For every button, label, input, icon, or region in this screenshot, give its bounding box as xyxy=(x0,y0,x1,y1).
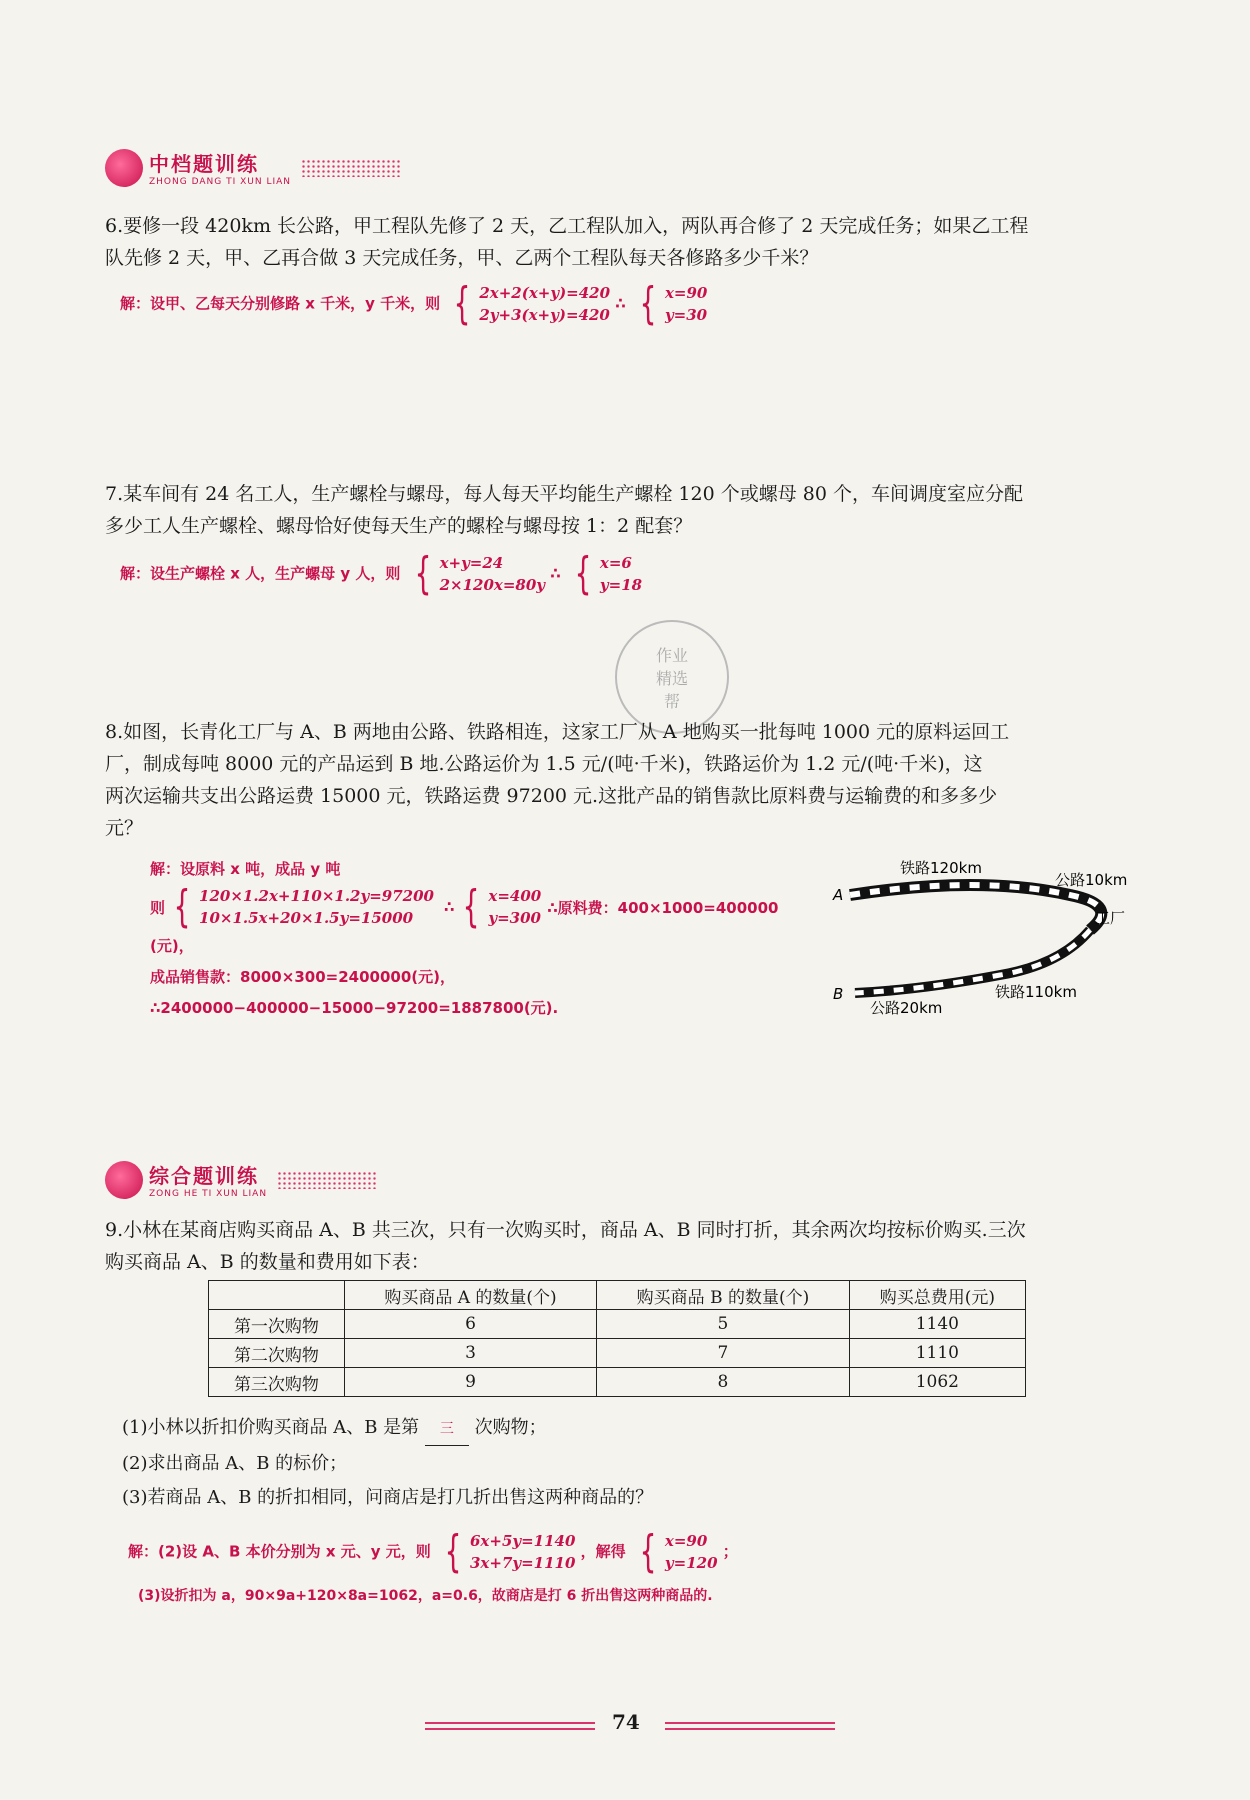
stamp-line1: 作业 xyxy=(655,645,688,665)
footer-line-right xyxy=(665,1722,835,1724)
q8-sales: 成品销售款：8000×300=2400000(元)， xyxy=(150,968,455,986)
table-header-cell xyxy=(209,1281,345,1310)
dots-decoration xyxy=(277,1171,377,1189)
q9-sub1 xyxy=(122,1412,1162,1446)
section-title: 中档题训练 xyxy=(149,152,259,176)
purchase-table xyxy=(208,1280,1026,1397)
rail-road-route-top xyxy=(850,885,1101,930)
q8-answer xyxy=(150,858,778,1018)
q9-equation-system: { 6x+5y=1140 3x+7y=1110 xyxy=(444,1526,576,1577)
q6-eq1: 2x+2(x+y)=420 xyxy=(479,284,611,302)
q9-line2: 购买商品 A、B 的数量和费用如下表： xyxy=(105,1251,430,1273)
q8-line2: 厂，制成每吨 8000 元的产品运到 B 地.公路运价为 1.5 元/(吨·千米)，铁路运价为 1.2 元/(吨·千米)，这 xyxy=(105,753,983,775)
table-cell: 8 xyxy=(597,1368,850,1397)
medium-logo-icon xyxy=(105,149,143,187)
q9-sub1-answer-blank: 三 xyxy=(425,1413,469,1446)
table-cell: 9 xyxy=(344,1368,596,1397)
q7-answer xyxy=(120,548,643,599)
q6-equation-system: { 2x+2(x+y)=420 2y+3(x+y)=420 xyxy=(453,278,611,329)
section-header-comprehensive xyxy=(105,1160,377,1199)
q7-therefore: ∴ xyxy=(550,564,561,583)
q8-solution: { x=400 y=300 xyxy=(462,881,542,932)
q7-answer-prefix: 解：设生产螺栓 x 人，生产螺母 y 人，则 xyxy=(120,564,401,583)
table-cell: 第三次购物 xyxy=(209,1368,345,1397)
q8-eq1: 120×1.2x+110×1.2y=97200 xyxy=(199,887,434,905)
table-header-cell: 购买商品 B 的数量(个) xyxy=(597,1281,850,1310)
table-cell: 1140 xyxy=(849,1310,1025,1339)
label-point-b: B xyxy=(833,985,844,1003)
table-cell: 7 xyxy=(597,1339,850,1368)
label-point-a: A xyxy=(833,886,844,904)
q9-eq2: 3x+7y=1110 xyxy=(470,1554,576,1572)
section-header-medium xyxy=(105,148,401,187)
question-9 xyxy=(105,1214,1145,1278)
dots-decoration xyxy=(301,159,401,177)
q9-eq1: 6x+5y=1140 xyxy=(470,1532,576,1550)
table-header-row xyxy=(209,1281,1026,1310)
footer-line-left xyxy=(425,1722,595,1724)
section-pinyin: ZONG HE TI XUN LIAN xyxy=(149,1189,268,1199)
q9-subquestions xyxy=(122,1412,1162,1514)
footer-line-right xyxy=(665,1728,835,1730)
q7-eq2: 2×120x=80y xyxy=(439,576,545,594)
q8-sol1: x=400 xyxy=(488,887,542,905)
table-header-cell: 购买商品 A 的数量(个) xyxy=(344,1281,596,1310)
q7-equation-system: { x+y=24 2×120x=80y xyxy=(414,548,545,599)
q6-eq2: 2y+3(x+y)=420 xyxy=(479,306,610,324)
q9-answer-3: (3)设折扣为 a，90×9a+120×8a=1062，a=0.6，故商店是打 6 折出售这两种商品的. xyxy=(138,1588,713,1604)
q9-line1: 9.小林在某商店购买商品 A、B 共三次，只有一次购买时，商品 A、B 同时打折，其余两次均按标价购买.三次 xyxy=(105,1219,1026,1241)
q6-solution: { x=90 y=30 xyxy=(639,278,708,329)
question-6 xyxy=(105,210,1145,274)
footer-line-left xyxy=(425,1728,595,1730)
table-cell: 5 xyxy=(597,1310,850,1339)
q6-line1: 6.要修一段 420km 长公路，甲工程队先修了 2 天，乙工程队加入，两队再合修了 2 天完成任务；如果乙工程 xyxy=(105,215,1029,237)
table-cell: 1062 xyxy=(849,1368,1025,1397)
label-road20: 公路20km xyxy=(870,999,943,1015)
q9-sub2: (2)求出商品 A、B 的标价； xyxy=(122,1453,348,1474)
q8-line1: 8.如图，长青化工厂与 A、B 两地由公路、铁路相连，这家工厂从 A 地购买一批每吨 1000 元的原料运回工 xyxy=(105,721,1010,743)
q9-ans2-prefix: 解：(2)设 A、B 本价分别为 x 元、y 元，则 xyxy=(128,1542,431,1561)
q8-cost: ∴原料费：400×1000=400000 xyxy=(547,898,779,917)
q8-therefore: ∴ xyxy=(443,898,455,916)
table-cell: 6 xyxy=(344,1310,596,1339)
q9-sub1-prefix: (1)小林以折扣价购买商品 A、B 是第 xyxy=(122,1417,420,1438)
q6-sol1: x=90 xyxy=(664,284,708,302)
q7-sol2: y=18 xyxy=(599,576,643,594)
comprehensive-logo-icon xyxy=(105,1161,143,1199)
label-road10: 公路10km xyxy=(1055,871,1128,889)
question-8 xyxy=(105,716,1145,844)
label-rail120: 铁路120km xyxy=(900,859,982,877)
q8-then: 则 xyxy=(150,898,166,917)
stamp-line2: 精选 xyxy=(655,668,688,688)
q9-sub1-suffix: 次购物； xyxy=(474,1417,547,1438)
q6-answer xyxy=(120,278,708,329)
q8-final: ∴2400000−400000−15000−97200=1887800(元). xyxy=(150,999,559,1017)
label-rail110: 铁路110km xyxy=(995,983,1077,1001)
q6-sol2: y=30 xyxy=(664,306,708,324)
q6-answer-prefix: 解：设甲、乙每天分别修路 x 千米，y 千米，则 xyxy=(120,294,441,313)
q7-sol1: x=6 xyxy=(599,554,632,572)
section-pinyin: ZHONG DANG TI XUN LIAN xyxy=(149,177,291,187)
page-number: 74 xyxy=(612,1710,640,1734)
table-header-cell: 购买总费用(元) xyxy=(849,1281,1025,1310)
table-row xyxy=(209,1368,1026,1397)
q8-equation-system: { 120×1.2x+110×1.2y=97200 10×1.5x+20×1.5y=15000 xyxy=(173,881,434,932)
q7-solution: { x=6 y=18 xyxy=(574,548,643,599)
q9-solution: { x=90 y=120 xyxy=(639,1526,718,1577)
q7-eq1: x+y=24 xyxy=(439,554,504,572)
q9-sub3: (3)若商品 A、B 的折扣相同，问商店是打几折出售这两种商品的？ xyxy=(122,1487,654,1508)
q8-sol2: y=300 xyxy=(488,909,541,927)
table-cell: 3 xyxy=(344,1339,596,1368)
table-cell: 第一次购物 xyxy=(209,1310,345,1339)
table-row xyxy=(209,1310,1026,1339)
stamp-line3: 帮 xyxy=(663,691,680,711)
q8-line4: 元？ xyxy=(105,817,144,839)
section-title: 综合题训练 xyxy=(149,1164,259,1188)
table-cell: 第二次购物 xyxy=(209,1339,345,1368)
q8-eq2: 10×1.5x+20×1.5y=15000 xyxy=(199,909,414,927)
question-7 xyxy=(105,478,1145,542)
q9-sol2: y=120 xyxy=(664,1554,718,1572)
q8-line3: 两次运输共支出公路运费 15000 元，铁路运费 97200 元.这批产品的销售款比原料费与运输费的和多多少 xyxy=(105,785,998,807)
q8-yuan: (元)， xyxy=(150,937,194,955)
table-cell: 1110 xyxy=(849,1339,1025,1368)
q9-sol1: x=90 xyxy=(664,1532,708,1550)
q9-answer-2 xyxy=(128,1526,738,1577)
q9-sol-end: ； xyxy=(722,1542,738,1561)
q8-answer-line1: 解：设原料 x 吨，成品 y 吨 xyxy=(150,860,341,878)
q7-line1: 7.某车间有 24 名工人，生产螺栓与螺母，每人每天平均能生产螺栓 120 个或螺母 80 个，车间调度室应分配 xyxy=(105,483,1023,505)
table-row xyxy=(209,1339,1026,1368)
q6-therefore: ∴ xyxy=(615,294,626,313)
q9-solve-word: ，解得 xyxy=(580,1542,626,1561)
route-map-diagram xyxy=(830,855,1150,1015)
q6-line2: 队先修 2 天，甲、乙再合做 3 天完成任务，甲、乙两个工程队每天各修路多少千米？ xyxy=(105,247,819,269)
q7-line2: 多少工人生产螺栓、螺母恰好使每天生产的螺栓与螺母按 1：2 配套？ xyxy=(105,515,693,537)
label-factory: 工厂 xyxy=(1095,909,1126,927)
